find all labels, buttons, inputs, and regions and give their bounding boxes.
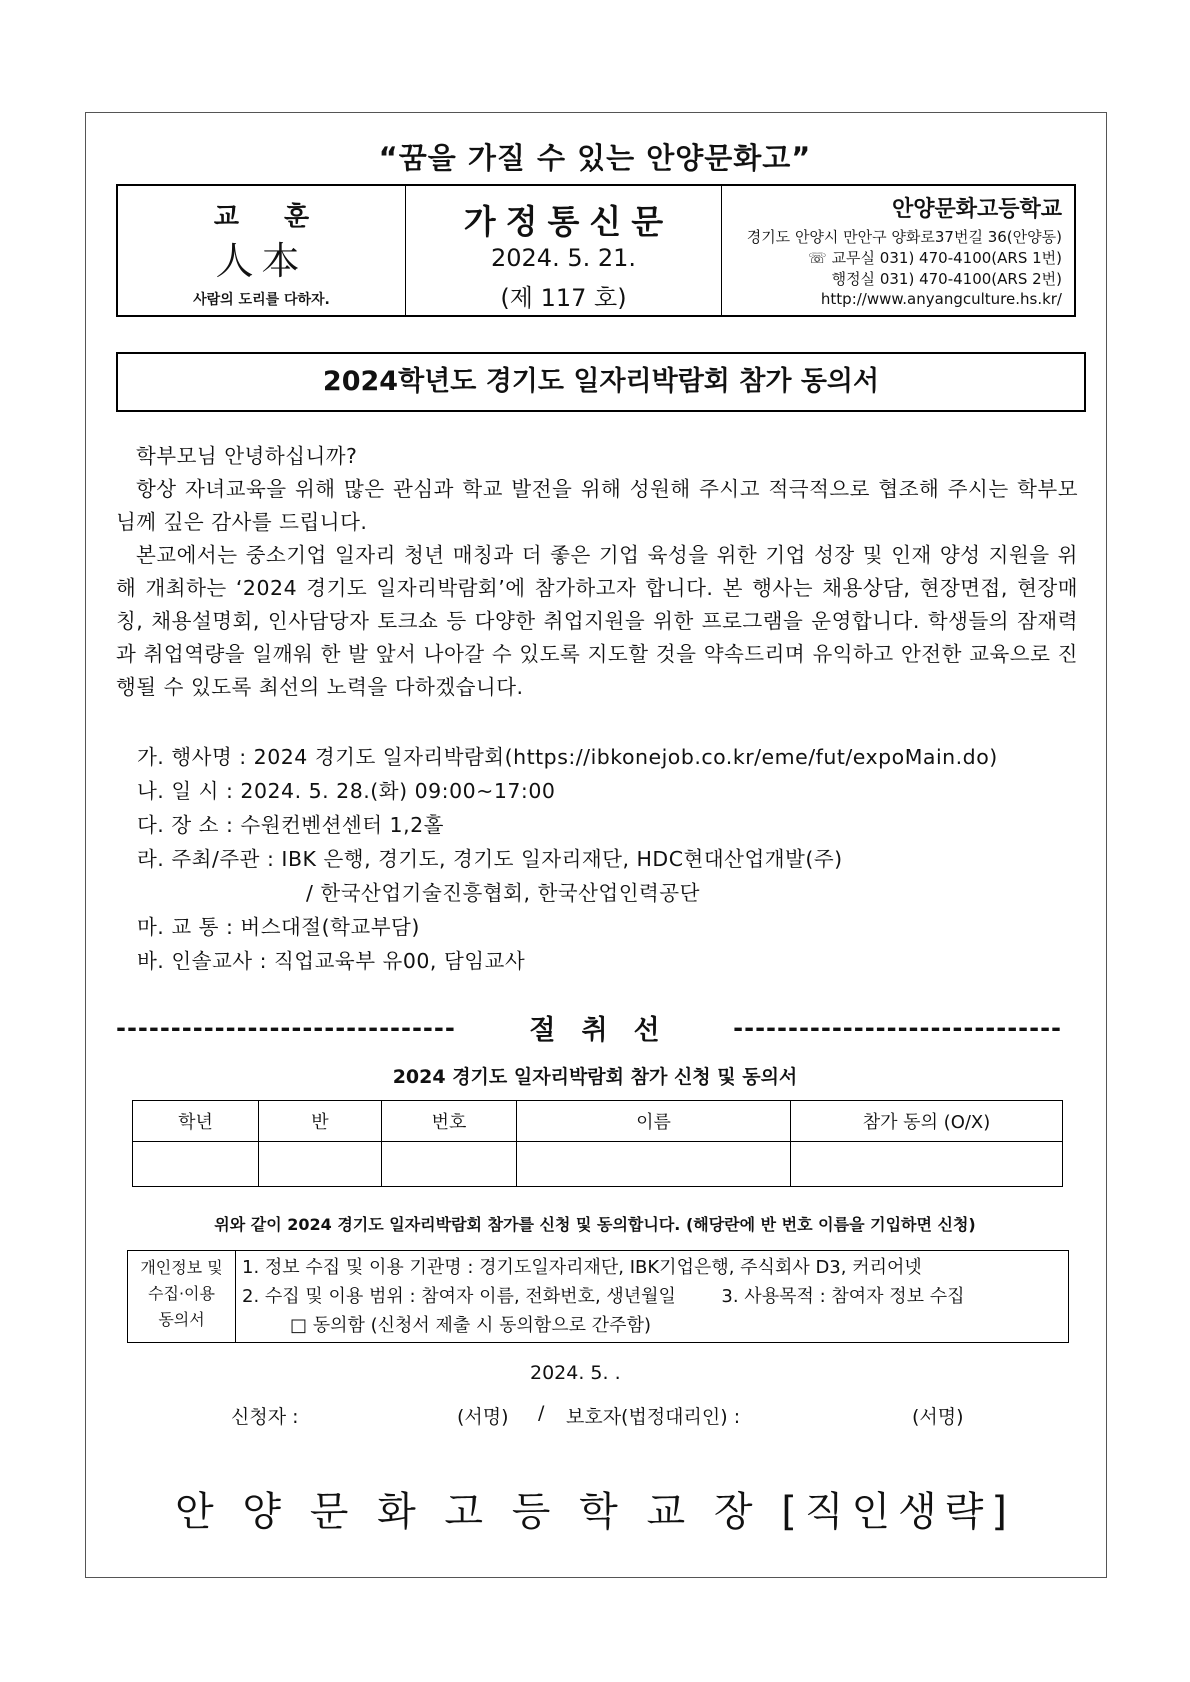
- creed-title: 교 훈: [213, 202, 328, 232]
- detail-event-name: 가. 행사명 : 2024 경기도 일자리박람회(https://ibkonejob.co.kr/eme/fut/expoMain.do): [137, 745, 998, 769]
- cut-line-label: 절취선: [529, 1015, 686, 1046]
- class-field[interactable]: [259, 1142, 382, 1187]
- newsletter-title-cell: [405, 186, 721, 315]
- applicant-label: 신청자 :: [231, 1406, 299, 1428]
- col-grade: 학년: [133, 1101, 259, 1142]
- guardian-label: 보호자(법정대리인) :: [566, 1406, 741, 1428]
- school-phone-office: ☏ 교무실 031) 470-4100(ARS 1번): [808, 249, 1062, 267]
- creed-subtitle: 사람의 도리를 다하자.: [193, 292, 330, 308]
- newsletter-title: 가정통신문: [463, 202, 674, 241]
- application-entry-row: [133, 1142, 1063, 1187]
- privacy-header-line2: 수집·이용: [148, 1284, 215, 1303]
- paragraph-event-intro: 본교에서는 중소기업 일자리 청년 매칭과 더 좋은 기업 육성을 위한 기업 성장 및 인재 양성 지원을 위해 개최하는 ‘2024 경기도 일자리박람회’에 참가하고자 합니다. 본 행사는 채용상담, 현장면접, 현장매칭, 채용설명회, 인사담당자 토크쇼 등 다양한 취업지원을 위한 프로그램을 운영합니다. 학생들의 잠재력과 취업역량을 일깨워 한 발 앞서 나아갈 수 있도록 지도할 것을 약속드리며 유익하고 안전한 교육으로 진행될 수 있도록 최선의 노력을 다하겠습니다.: [116, 543, 1078, 699]
- privacy-header-line3: 동의서: [158, 1310, 205, 1329]
- school-website-link[interactable]: http://www.anyangculture.hs.kr/: [820, 290, 1062, 308]
- cut-line-dashes-right: ------------------------------: [733, 1013, 1062, 1042]
- detail-teachers: 바. 인솔교사 : 직업교육부 유00, 담임교사: [137, 949, 526, 973]
- document-title: 2024학년도 경기도 일자리박람회 참가 동의서: [116, 352, 1086, 412]
- privacy-consent-checkbox[interactable]: □ 동의함 (신청서 제출 시 동의함으로 간주함): [290, 1315, 651, 1336]
- detail-transport: 마. 교 통 : 버스대절(학교부담): [137, 915, 420, 939]
- school-info-cell: [721, 186, 1074, 315]
- privacy-consent-table: [127, 1250, 1069, 1343]
- detail-organizers-cont: / 한국산업기술진흥협회, 한국산업인력공단: [306, 881, 700, 905]
- signature-separator: /: [538, 1402, 545, 1424]
- school-phone-admin: 행정실 031) 470-4100(ARS 2번): [831, 270, 1062, 288]
- grade-field[interactable]: [133, 1142, 259, 1187]
- agreement-statement: 위와 같이 2024 경기도 일자리박람회 참가를 신청 및 동의합니다. (해당란에 반 번호 이름을 기입하면 신청): [214, 1215, 976, 1234]
- detail-organizers: 라. 주최/주관 : IBK 은행, 경기도, 경기도 일자리재단, HDC현대산업개발(주): [137, 847, 843, 871]
- cut-line-dashes-left: -------------------------------: [116, 1013, 456, 1042]
- newsletter-date: 2024. 5. 21.: [490, 244, 637, 272]
- consent-field[interactable]: [791, 1142, 1063, 1187]
- principal-signature: 안 양 문 화 고 등 학 교 장 [직인생략]: [175, 1489, 1015, 1535]
- name-field[interactable]: [517, 1142, 791, 1187]
- detail-datetime: 나. 일 시 : 2024. 5. 28.(화) 09:00~17:00: [137, 779, 556, 803]
- guardian-sign[interactable]: (서명): [912, 1406, 964, 1428]
- school-address: 경기도 안양시 만안구 양화로37번길 36(안양동): [746, 228, 1062, 246]
- detail-venue: 다. 장 소 : 수원컨벤션센터 1,2홀: [137, 813, 444, 837]
- col-number: 번호: [382, 1101, 517, 1142]
- privacy-scope-text: 2. 수집 및 이용 범위 : 참여자 이름, 전화번호, 생년월일: [242, 1286, 676, 1307]
- form-title: 2024 경기도 일자리박람회 참가 신청 및 동의서: [392, 1066, 798, 1088]
- privacy-body-cell: [236, 1251, 1069, 1343]
- number-field[interactable]: [382, 1142, 517, 1187]
- privacy-header-cell: [128, 1251, 236, 1343]
- school-motto: “꿈을 가질 수 있는 안양문화고”: [378, 141, 812, 175]
- privacy-header-line1: 개인정보 및: [140, 1258, 223, 1277]
- paragraph-thanks: 항상 자녀교육을 위해 많은 관심과 학교 발전을 위해 성원해 주시고 적극적으로 협조해 주시는 학부모님께 깊은 감사를 드립니다.: [116, 477, 1078, 534]
- greeting: 학부모님 안녕하십니까?: [136, 444, 358, 468]
- col-name: 이름: [517, 1101, 791, 1142]
- applicant-sign[interactable]: (서명): [457, 1406, 509, 1428]
- privacy-line-collector: 1. 정보 수집 및 이용 기관명 : 경기도일자리재단, IBK기업은행, 주식회사 D3, 커리어넷: [242, 1257, 922, 1278]
- application-header-row: [133, 1101, 1063, 1142]
- newsletter-issue: (제 117 호): [500, 284, 627, 312]
- col-class: 반: [259, 1101, 382, 1142]
- creed-text: 人本: [215, 239, 308, 283]
- privacy-purpose-text: 3. 사용목적 : 참여자 정보 수집: [721, 1286, 965, 1307]
- col-consent: 참가 동의 (O/X): [791, 1101, 1063, 1142]
- cut-line: [116, 1008, 1062, 1047]
- newsletter-header: [116, 184, 1076, 317]
- school-creed-cell: [118, 186, 405, 315]
- application-table: [132, 1100, 1063, 1187]
- signature-date: 2024. 5. .: [530, 1362, 621, 1384]
- privacy-line-scope: [242, 1282, 1062, 1311]
- school-name: 안양문화고등학교: [891, 197, 1062, 222]
